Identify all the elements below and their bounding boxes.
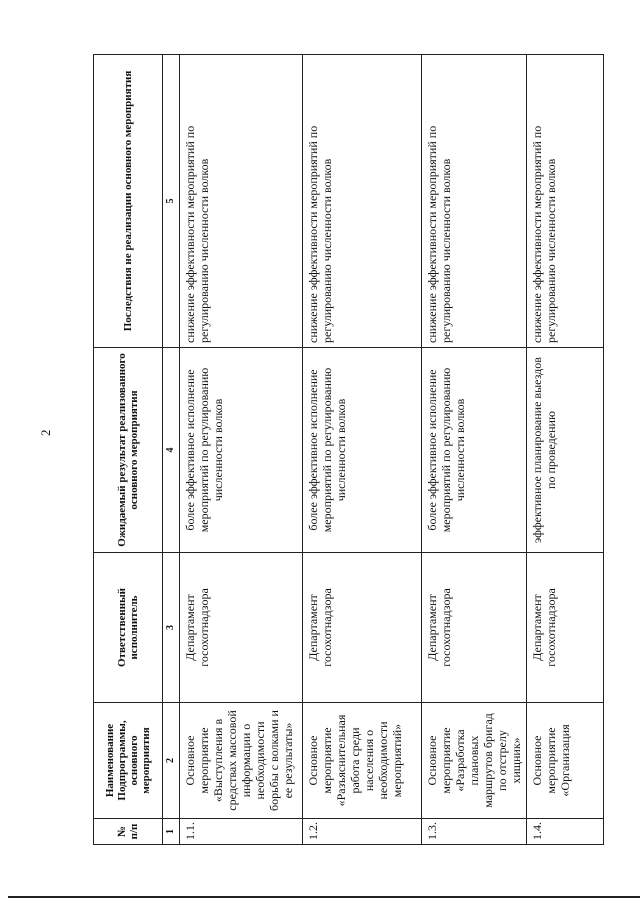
row-number: 1.4.	[527, 819, 604, 845]
col-number: 2	[163, 703, 180, 819]
row-result: более эффективное исполнение мероприятий по регулированию численности волков	[180, 348, 303, 553]
row-number: 1.1.	[180, 819, 303, 845]
table-header-row	[94, 55, 163, 845]
measures-table	[93, 54, 604, 845]
row-result: более эффективное исполнение мероприятий по регулированию численности волков	[422, 348, 527, 553]
document-table-rotated	[93, 55, 628, 845]
table-row	[303, 55, 422, 845]
row-result: эффективное планирование выездов по проведению	[527, 348, 604, 553]
page-bottom-rule	[8, 896, 640, 898]
row-name: Основное мероприятие «Организация	[527, 703, 604, 819]
header-number: № п/п	[94, 819, 163, 845]
row-number: 1.3.	[422, 819, 527, 845]
row-name: Основное мероприятие «Разработка плановых маршрутов бригад по отстрелу хищник»	[422, 703, 527, 819]
col-number: 5	[163, 55, 180, 348]
col-number: 1	[163, 819, 180, 845]
header-name: Наименование Подпрограммы, основного мероприятия	[94, 703, 163, 819]
row-consequence: снижение эффективности мероприятий по регулированию численности волков	[303, 55, 422, 348]
header-consequence: Последствия не реализации основного мероприятия	[94, 55, 163, 348]
row-executor: Департамент госохотнадзора	[180, 553, 303, 703]
row-executor: Департамент госохотнадзора	[422, 553, 527, 703]
row-number: 1.2.	[303, 819, 422, 845]
row-executor: Департамент госохотнадзора	[527, 553, 604, 703]
row-consequence: снижение эффективности мероприятий по регулированию численности волков	[180, 55, 303, 348]
row-consequence: снижение эффективности мероприятий по регулированию численности волков	[422, 55, 527, 348]
table-row	[527, 55, 604, 845]
column-number-row	[163, 55, 180, 845]
row-name: Основное мероприятие «Выступления в средствах массовой информации о необходимости борьбы с волками и ее результаты»	[180, 703, 303, 819]
row-result: более эффективное исполнение мероприятий по регулированию численности волков	[303, 348, 422, 553]
col-number: 4	[163, 348, 180, 553]
header-result: Ожидаемый результат реализованного основного мероприятия	[94, 348, 163, 553]
table-row	[180, 55, 303, 845]
col-number: 3	[163, 553, 180, 703]
table-row	[422, 55, 527, 845]
page-number: 2	[38, 429, 53, 436]
header-executor: Ответственный исполнитель	[94, 553, 163, 703]
row-name: Основное мероприятие «Разъяснительная работа среди населения о необходимости мероприятий»	[303, 703, 422, 819]
row-consequence: снижение эффективности мероприятий по регулированию численности волков	[527, 55, 604, 348]
row-executor: Департамент госохотнадзора	[303, 553, 422, 703]
